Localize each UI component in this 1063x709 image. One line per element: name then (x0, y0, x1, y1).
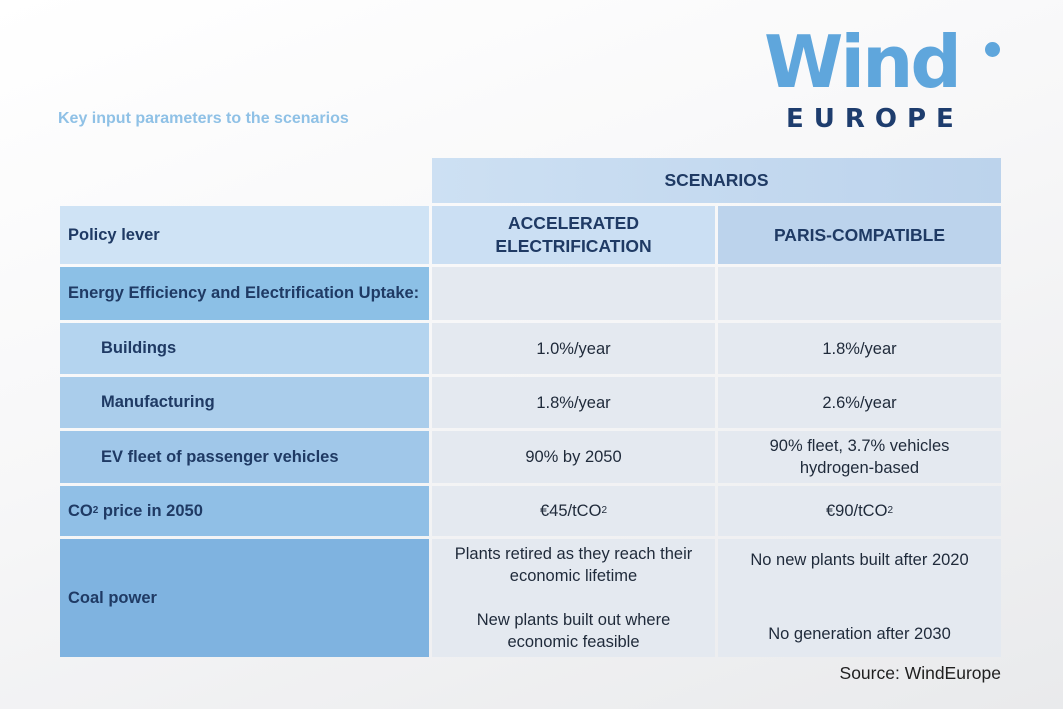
coal-paris-cell (718, 539, 1001, 657)
coal-accelerated-cell (432, 539, 715, 657)
efficiency-accelerated-cell (432, 267, 715, 320)
page-subtitle: Key input parameters to the scenarios (58, 110, 349, 127)
co2-paris-pre: €90/tCO (825, 502, 888, 520)
co2-accelerated-pre: €45/tCO (539, 502, 602, 520)
windeurope-logo (762, 20, 1007, 140)
buildings-label: Buildings (60, 323, 429, 374)
coal-accelerated-text-2: New plants built out where economic feasible (476, 611, 671, 651)
co2-paris-value: €90/tCO 2 (718, 486, 1001, 536)
buildings-accelerated-value: 1.0%/year (432, 323, 715, 374)
ev-fleet-accelerated-value: 90% by 2050 (432, 431, 715, 483)
ev-fleet-paris-value: 90% fleet, 3.7% vehicles hydrogen-based (718, 431, 1001, 483)
scenarios-header: SCENARIOS (432, 158, 1001, 203)
policy-lever-header: Policy lever (60, 206, 429, 264)
logo-wind-text: Wind (764, 20, 959, 104)
co2-label-pre: CO (68, 501, 93, 520)
efficiency-paris-cell (718, 267, 1001, 320)
logo-dot (985, 42, 1000, 57)
efficiency-section-label: Energy Efficiency and Electrification Uptake: (60, 267, 429, 320)
scenario-parameters-table (60, 158, 1001, 657)
co2-accelerated-value: €45/tCO 2 (432, 486, 715, 536)
coal-paris-text-1: No new plants built after 2020 (750, 551, 969, 569)
buildings-paris-value: 1.8%/year (718, 323, 1001, 374)
coal-paris-text-2: No generation after 2030 (768, 625, 951, 643)
ev-fleet-label: EV fleet of passenger vehicles (60, 431, 429, 483)
manufacturing-paris-value: 2.6%/year (718, 377, 1001, 428)
logo-europe-text: EUROPE (786, 104, 964, 134)
accelerated-electrification-header: ACCELERATED ELECTRIFICATION (432, 206, 715, 264)
manufacturing-label: Manufacturing (60, 377, 429, 428)
manufacturing-accelerated-value: 1.8%/year (432, 377, 715, 428)
coal-power-label: Coal power (60, 539, 429, 657)
co2-price-label: CO 2 price in 2050 (60, 486, 429, 536)
co2-label-post: price in 2050 (98, 501, 203, 520)
source-note: Source: WindEurope (839, 663, 1001, 683)
coal-accelerated-text-1: Plants retired as they reach their economic lifetime (454, 545, 693, 585)
table-corner (60, 158, 429, 203)
paris-compatible-header: PARIS-COMPATIBLE (718, 206, 1001, 264)
